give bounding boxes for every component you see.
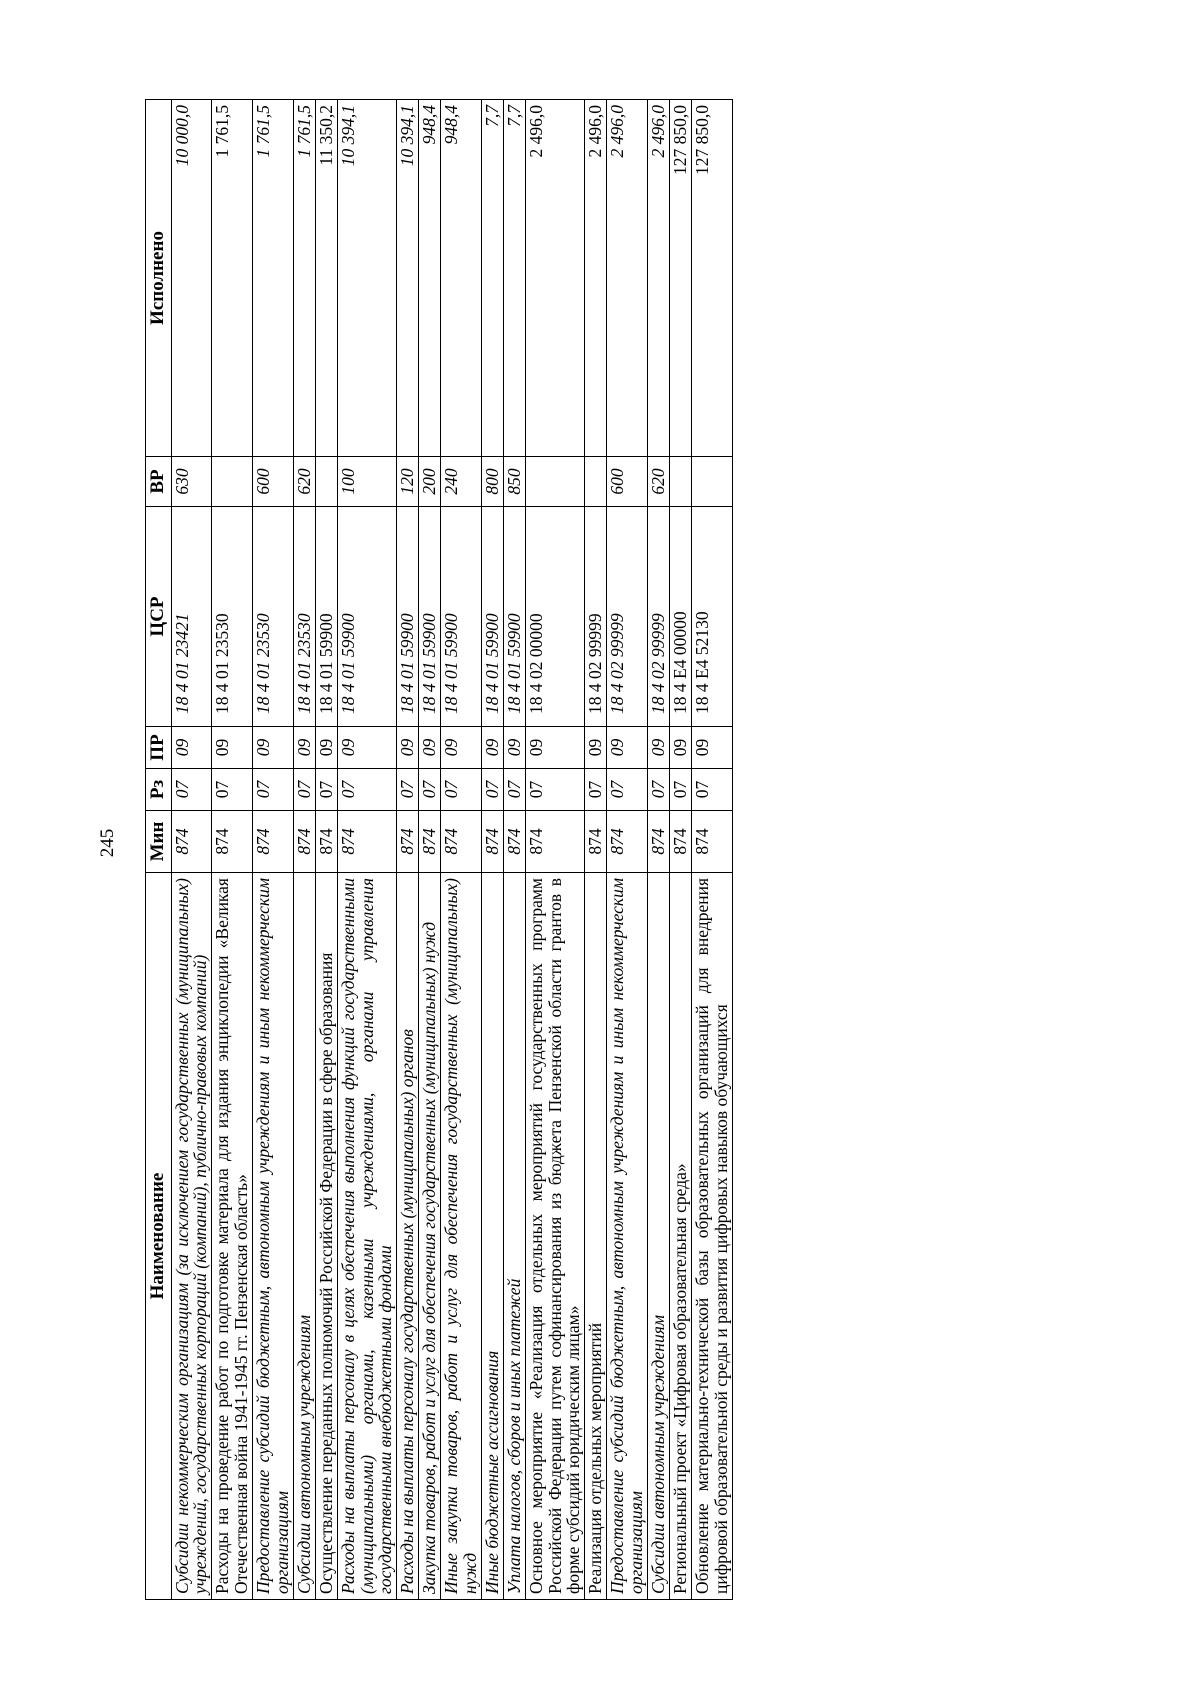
cell-name: Иные закупки товаров, работ и услуг для обеспечения государственных (муниципальных) нужд [441, 873, 482, 1600]
cell-vr: 850 [503, 457, 525, 507]
cell-pr: 09 [419, 727, 441, 769]
cell-vr: 240 [441, 457, 482, 507]
header-vr: ВР [146, 457, 172, 507]
cell-min: 874 [525, 811, 585, 873]
table-row [171, 100, 212, 1600]
cell-pr: 09 [253, 727, 294, 769]
cell-done: 2 496,0 [607, 100, 648, 457]
cell-csr: 18 4 01 23530 [212, 507, 253, 727]
cell-rz: 07 [337, 769, 397, 811]
cell-pr: 09 [293, 727, 315, 769]
cell-done: 127 850,0 [669, 100, 691, 457]
cell-csr: 18 4 E4 52130 [691, 507, 732, 727]
cell-csr: 18 4 02 99999 [648, 507, 670, 727]
cell-rz: 07 [441, 769, 482, 811]
cell-rz: 07 [253, 769, 294, 811]
rotated-table-container [145, 100, 1045, 1600]
cell-vr: 600 [607, 457, 648, 507]
cell-name: Расходы на выплаты персоналу государственных (муниципальных) органов [397, 873, 419, 1600]
cell-csr: 18 4 01 59900 [481, 507, 503, 727]
cell-csr: 18 4 01 59900 [419, 507, 441, 727]
header-pr: ПР [146, 727, 172, 769]
cell-done: 10 000,0 [171, 100, 212, 457]
table-row [315, 100, 337, 1600]
cell-vr: 120 [397, 457, 419, 507]
cell-done: 2 496,0 [648, 100, 670, 457]
cell-min: 874 [315, 811, 337, 873]
cell-vr: 600 [253, 457, 294, 507]
cell-csr: 18 4 01 23421 [171, 507, 212, 727]
cell-rz: 07 [503, 769, 525, 811]
cell-vr [691, 457, 732, 507]
cell-min: 874 [253, 811, 294, 873]
cell-rz: 07 [585, 769, 607, 811]
cell-rz: 07 [293, 769, 315, 811]
cell-vr [669, 457, 691, 507]
cell-name: Иные бюджетные ассигнования [481, 873, 503, 1600]
cell-csr: 18 4 E4 00000 [669, 507, 691, 727]
cell-pr: 09 [669, 727, 691, 769]
cell-name: Предоставление субсидий бюджетным, автономным учреждениям и иным некоммерческим организациям [253, 873, 294, 1600]
cell-rz: 07 [648, 769, 670, 811]
budget-table [145, 99, 733, 1600]
cell-vr: 620 [293, 457, 315, 507]
table-row [481, 100, 503, 1600]
cell-pr: 09 [397, 727, 419, 769]
cell-pr: 09 [525, 727, 585, 769]
cell-min: 874 [585, 811, 607, 873]
cell-min: 874 [441, 811, 482, 873]
cell-vr [315, 457, 337, 507]
cell-name: Осуществление переданных полномочий Российской Федерации в сфере образования [315, 873, 337, 1600]
cell-min: 874 [397, 811, 419, 873]
cell-min: 874 [171, 811, 212, 873]
cell-vr: 100 [337, 457, 397, 507]
cell-name: Расходы на выплаты персоналу в целях обеспечения выполнения функций государственными (муниципальными) органами, казенными учреждениями, органами управления государственными внебюджетными фондами [337, 873, 397, 1600]
cell-min: 874 [337, 811, 397, 873]
cell-done: 2 496,0 [585, 100, 607, 457]
cell-pr: 09 [171, 727, 212, 769]
cell-vr: 630 [171, 457, 212, 507]
cell-rz: 07 [419, 769, 441, 811]
cell-name: Субсидии некоммерческим организациям (за исключением государственных (муниципальных) учреждений, государственных корпораций (компаний), публично-правовых компаний) [171, 873, 212, 1600]
cell-vr: 200 [419, 457, 441, 507]
cell-name: Обновление материально-технической базы образовательных организаций для внедрения цифровой образовательной среды и развития цифровых навыков обучающихся [691, 873, 732, 1600]
cell-vr [585, 457, 607, 507]
cell-done: 7,7 [481, 100, 503, 457]
cell-rz: 07 [669, 769, 691, 811]
cell-name: Уплата налогов, сборов и иных платежей [503, 873, 525, 1600]
table-header-row [146, 100, 172, 1600]
cell-name: Реализация отдельных мероприятий [585, 873, 607, 1600]
cell-vr: 800 [481, 457, 503, 507]
cell-csr: 18 4 02 99999 [607, 507, 648, 727]
cell-name: Закупка товаров, работ и услуг для обеспечения государственных (муниципальных) нужд [419, 873, 441, 1600]
cell-min: 874 [607, 811, 648, 873]
table-row [607, 100, 648, 1600]
cell-csr: 18 4 01 23530 [253, 507, 294, 727]
cell-rz: 07 [691, 769, 732, 811]
cell-csr: 18 4 01 59900 [441, 507, 482, 727]
cell-pr: 09 [481, 727, 503, 769]
cell-done: 1 761,5 [293, 100, 315, 457]
cell-done: 2 496,0 [525, 100, 585, 457]
cell-name: Предоставление субсидий бюджетным, автономным учреждениям и иным некоммерческим организациям [607, 873, 648, 1600]
table-row [212, 100, 253, 1600]
cell-vr [525, 457, 585, 507]
header-rz: Рз [146, 769, 172, 811]
header-csr: ЦСР [146, 507, 172, 727]
cell-min: 874 [419, 811, 441, 873]
cell-done: 1 761,5 [253, 100, 294, 457]
cell-csr: 18 4 01 59900 [503, 507, 525, 727]
table-row [585, 100, 607, 1600]
cell-min: 874 [481, 811, 503, 873]
cell-done: 11 350,2 [315, 100, 337, 457]
cell-pr: 09 [585, 727, 607, 769]
cell-min: 874 [212, 811, 253, 873]
cell-rz: 07 [171, 769, 212, 811]
cell-done: 7,7 [503, 100, 525, 457]
cell-csr: 18 4 02 99999 [585, 507, 607, 727]
cell-min: 874 [648, 811, 670, 873]
cell-pr: 09 [503, 727, 525, 769]
cell-rz: 07 [212, 769, 253, 811]
cell-pr: 09 [691, 727, 732, 769]
page-number: 245 [97, 828, 118, 858]
cell-done: 10 394,1 [397, 100, 419, 457]
cell-pr: 09 [441, 727, 482, 769]
cell-vr [212, 457, 253, 507]
cell-rz: 07 [607, 769, 648, 811]
cell-done: 948,4 [441, 100, 482, 457]
cell-name: Субсидии автономным учреждениям [648, 873, 670, 1600]
cell-pr: 09 [337, 727, 397, 769]
table-row [691, 100, 732, 1600]
table-row [525, 100, 585, 1600]
cell-rz: 07 [315, 769, 337, 811]
cell-done: 127 850,0 [691, 100, 732, 457]
cell-done: 948,4 [419, 100, 441, 457]
table-row [337, 100, 397, 1600]
cell-name: Расходы на проведение работ по подготовке материала для издания энциклопедии «Великая Отечественная война 1941-1945 гг. Пензенская область» [212, 873, 253, 1600]
cell-pr: 09 [648, 727, 670, 769]
cell-rz: 07 [397, 769, 419, 811]
cell-rz: 07 [481, 769, 503, 811]
table-body [171, 100, 732, 1600]
table-row [397, 100, 419, 1600]
cell-rz: 07 [525, 769, 585, 811]
cell-vr: 620 [648, 457, 670, 507]
table-row [648, 100, 670, 1600]
cell-min: 874 [293, 811, 315, 873]
cell-done: 1 761,5 [212, 100, 253, 457]
cell-csr: 18 4 01 59900 [397, 507, 419, 727]
header-done: Исполнено [146, 100, 172, 457]
table-row [253, 100, 294, 1600]
cell-min: 874 [503, 811, 525, 873]
cell-min: 874 [669, 811, 691, 873]
cell-pr: 09 [607, 727, 648, 769]
header-min: Мин [146, 811, 172, 873]
table-row [669, 100, 691, 1600]
cell-csr: 18 4 01 59900 [337, 507, 397, 727]
table-row [293, 100, 315, 1600]
cell-done: 10 394,1 [337, 100, 397, 457]
cell-name: Региональный проект «Цифровая образовательная среда» [669, 873, 691, 1600]
cell-name: Субсидии автономным учреждениям [293, 873, 315, 1600]
table-row [441, 100, 482, 1600]
cell-csr: 18 4 02 00000 [525, 507, 585, 727]
cell-name: Основное мероприятие «Реализация отдельных мероприятий государственных программ Российской Федерации путем софинансирования из бюджета Пензенской области грантов в форме субсидий юридическим лицам» [525, 873, 585, 1600]
header-name: Наименование [146, 873, 172, 1600]
cell-pr: 09 [212, 727, 253, 769]
cell-min: 874 [691, 811, 732, 873]
cell-pr: 09 [315, 727, 337, 769]
table-row [419, 100, 441, 1600]
cell-csr: 18 4 01 23530 [293, 507, 315, 727]
cell-csr: 18 4 01 59900 [315, 507, 337, 727]
table-row [503, 100, 525, 1600]
